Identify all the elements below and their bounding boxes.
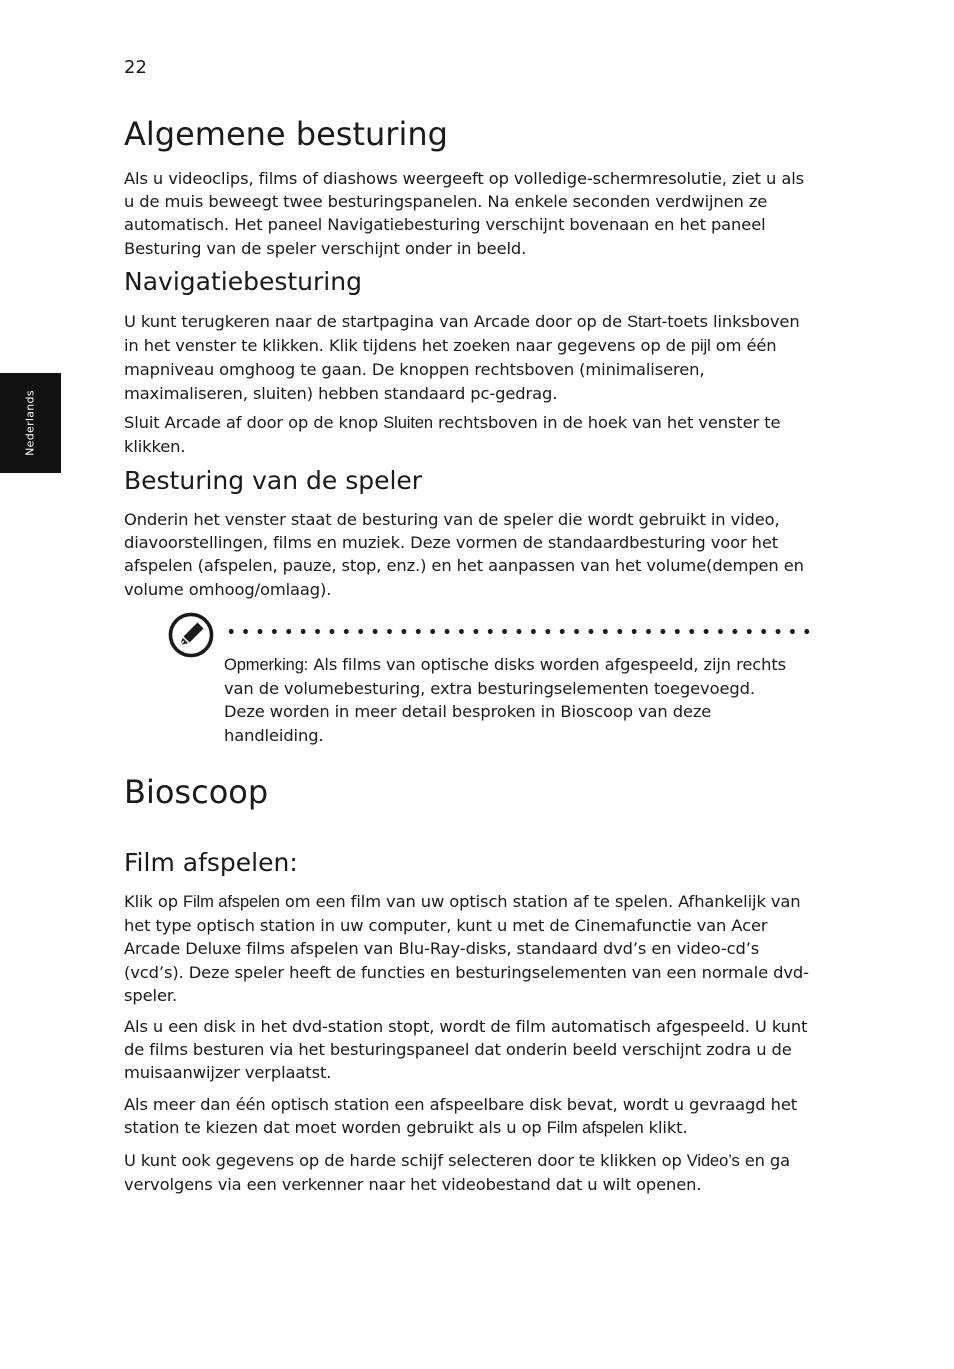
- note-pen-icon: [168, 612, 214, 658]
- language-side-tab: [0, 373, 61, 473]
- ui-term-film-afspelen: Film afspelen: [183, 893, 280, 911]
- page-number: 22: [124, 57, 147, 78]
- ui-term-start: Start: [627, 313, 662, 331]
- ui-term-videos: Video’s: [686, 1152, 740, 1170]
- paragraph-film-4: U kunt ook gegevens op de harde schijf selecteren door te klikken op Video’s en ga vervolgens via een verkenner naar het videobestand dat u wilt openen.: [124, 1151, 791, 1195]
- note-dotted-rule: [224, 629, 810, 634]
- paragraph-navigatie-2: Sluit Arcade af door op de knop Sluiten rechtsboven in de hoek van het venster te klikken.: [124, 413, 781, 457]
- paragraph-navigatie-1: U kunt terugkeren naar de startpagina van Arcade door op de Start-toets linksboven in het venster te klikken. Klik tijdens het zoeken naar gegevens op de pijl om één mapniveau omghoog te gaan. De knoppen rechtsboven (minimaliseren, maximaliseren, sluiten) hebben standaard pc-gedrag.: [124, 312, 800, 403]
- note-label: Opmerking:: [224, 656, 309, 674]
- note-text: Opmerking: Als films van optische disks worden afgespeeld, zijn rechts van de volumebesturing, extra besturingselementen toegevoegd. Deze worden in meer detail besproken in Bioscoop van deze handleiding.: [224, 655, 786, 745]
- paragraph-film-2: Als u een disk in het dvd-station stopt, wordt de film automatisch afgespeeld. U kunt de films besturen via het besturingspaneel dat onderin beeld verschijnt zodra u de muisaanwijzer verplaatst.: [124, 1017, 808, 1083]
- paragraph-speler: Onderin het venster staat de besturing van de speler die wordt gebruikt in video, diavoorstellingen, films en muziek. Deze vormen de standaardbesturing voor het afspelen (afspelen, pauze, stop, enz.) en het aanpassen van het volume(dempen en volume omhoog/omlaag).: [124, 510, 804, 599]
- heading-algemene-besturing: Algemene besturing: [124, 115, 448, 153]
- ui-term-film-afspelen-2: Film afspelen: [546, 1119, 644, 1138]
- side-tab-label: Nederlands: [23, 390, 37, 456]
- heading-film-afspelen: Film afspelen:: [124, 848, 298, 877]
- heading-besturing-speler: Besturing van de speler: [124, 466, 423, 495]
- ui-term-sluiten: Sluiten: [383, 414, 433, 432]
- paragraph-film-3: Als meer dan één optisch station een afspeelbare disk bevat, wordt u gevraagd het station te kiezen dat moet worden gebruikt als u op Film afspelen klikt.: [124, 1095, 798, 1138]
- paragraph-film-1: Klik op Film afspelen om een film van uw optisch station af te spelen. Afhankelijk van het type optisch station in uw computer, kunt u met de Cinemafunctie van Acer Arcade Deluxe films afspelen van Blu-Ray-disks, standaard dvd’s en video-cd’s (vcd’s). Deze speler heeft de functies en besturingselementen van een normale dvd-speler.: [124, 892, 809, 1005]
- ui-term-pijl: pijl: [690, 337, 711, 356]
- heading-bioscoop: Bioscoop: [124, 773, 269, 811]
- heading-navigatiebesturing: Navigatiebesturing: [124, 267, 362, 296]
- paragraph-algemene-intro: Als u videoclips, films of diashows weergeeft op volledige-schermresolutie, ziet u als u de muis beweegt twee besturingspanelen. Na enkele seconden verdwijnen ze automatisch. Het paneel Navigatiebesturing verschijnt bovenaan en het paneel Besturing van de speler verschijnt onder in beeld.: [124, 169, 805, 258]
